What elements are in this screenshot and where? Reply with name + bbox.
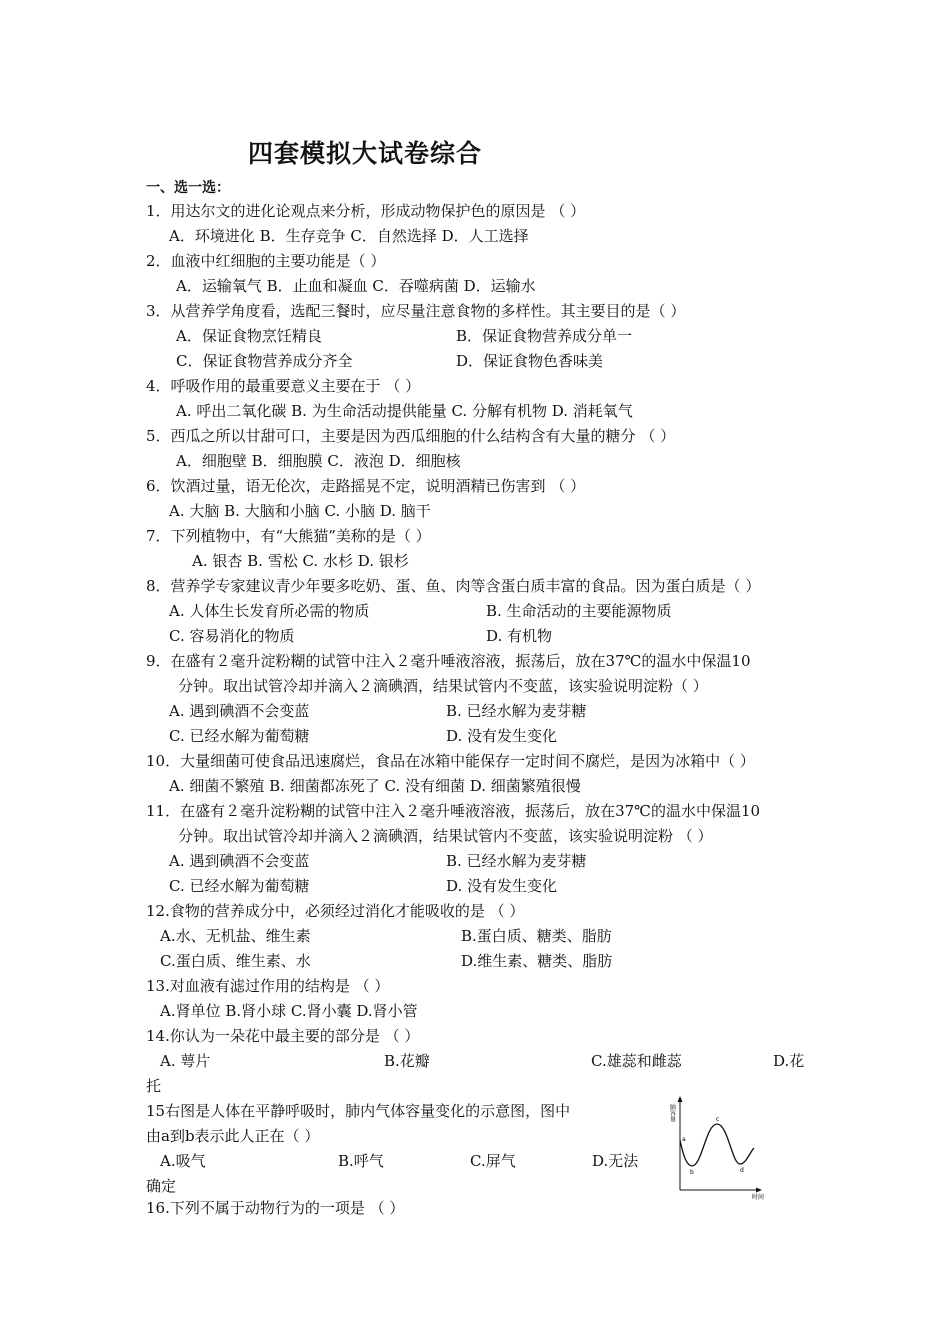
point-a-label: a <box>682 1136 686 1143</box>
question-line: A. 萼片 <box>160 1052 211 1070</box>
question-line: C.蛋白质、维生素、水 <box>160 952 311 970</box>
volume-curve <box>680 1124 754 1166</box>
question-line: 8．营养学专家建议青少年要多吃奶、蛋、鱼、肉等含蛋白质丰富的食品。因为蛋白质是（ ） <box>146 577 761 595</box>
question-line: 分钟。取出试管冷却并滴入２滴碘酒，结果试管内不变蓝，该实验说明淀粉（ ） <box>178 677 708 695</box>
question-line: 10．大量细菌可使食品迅速腐烂，食品在冰箱中能保存一定时间不腐烂，是因为冰箱中（ ） <box>146 752 755 770</box>
question-line: B．保证食物营养成分单一 <box>456 327 633 345</box>
question-line: 9．在盛有２毫升淀粉糊的试管中注入２毫升唾液溶液，振荡后，放在37℃的温水中保温10 <box>146 652 751 670</box>
question-line: 12.食物的营养成分中，必须经过消化才能吸收的是 （ ） <box>146 902 525 920</box>
question-line: A. 银杏 B. 雪松 C. 水杉 D. 银杉 <box>192 552 409 570</box>
question-line: D. 没有发生变化 <box>446 727 558 745</box>
question-line: 7．下列植物中，有“大熊猫”美称的是（ ） <box>146 527 431 545</box>
question-line: A.水、无机盐、维生素 <box>160 927 311 945</box>
question-line: A. 大脑 B. 大脑和小脑 C. 小脑 D. 脑干 <box>169 502 431 520</box>
question-line: B. 生命活动的主要能源物质 <box>486 602 672 620</box>
question-line: 2．血液中红细胞的主要功能是（ ） <box>146 252 386 270</box>
question-line: 分钟。取出试管冷却并滴入２滴碘酒，结果试管内不变蓝，该实验说明淀粉 （ ） <box>178 827 713 845</box>
question-line: A. 细菌不繁殖 B. 细菌都冻死了 C. 没有细菌 D. 细菌繁殖很慢 <box>169 777 581 795</box>
question-line: C. 已经水解为葡萄糖 <box>169 727 310 745</box>
point-c-label: c <box>716 1116 720 1123</box>
question-line: D.花 <box>773 1052 805 1070</box>
question-line: A.吸气 <box>160 1152 206 1170</box>
question-line: A. 遇到碘酒不会变蓝 <box>169 702 310 720</box>
question-line: A. 遇到碘酒不会变蓝 <box>169 852 310 870</box>
question-line: 5．西瓜之所以甘甜可口，主要是因为西瓜细胞的什么结构含有大量的糖分 （ ） <box>146 427 676 445</box>
question-line: 1．用达尔文的进化论观点来分析，形成动物保护色的原因是 （ ） <box>146 202 586 220</box>
question-line: 3．从营养学角度看，选配三餐时，应尽量注意食物的多样性。其主要目的是（ ） <box>146 302 686 320</box>
question-line: A. 人体生长发育所必需的物质 <box>169 602 370 620</box>
question-line: C.雄蕊和雌蕊 <box>591 1052 682 1070</box>
question-line: B.花瓣 <box>384 1052 430 1070</box>
question-line: 4．呼吸作用的最重要意义主要在于 （ ） <box>146 377 421 395</box>
question-line: A．运输氧气 B．止血和凝血 C．吞噬病菌 D．运输水 <box>176 277 536 295</box>
x-axis-arrow <box>756 1188 762 1193</box>
question-line: D．保证食物色香味美 <box>456 352 604 370</box>
section-heading: 一、选一选： <box>146 180 230 196</box>
point-b-label: b <box>690 1169 694 1176</box>
question-line: A．细胞壁 B．细胞膜 C．液泡 D．细胞核 <box>176 452 461 470</box>
question-line: B. 已经水解为麦芽糖 <box>446 852 587 870</box>
page-title: 四套模拟大试卷综合 <box>248 139 483 168</box>
x-axis-label: 时间 <box>752 1194 765 1201</box>
question-line: 由a到b表示此人正在（ ） <box>146 1127 320 1145</box>
y-axis-label: 肺容量 <box>668 1104 676 1122</box>
question-line: 6．饮酒过量，语无伦次，走路摇晃不定，说明酒精已伤害到 （ ） <box>146 477 586 495</box>
question-line: 14.你认为一朵花中最主要的部分是 （ ） <box>146 1027 420 1045</box>
question-line: 确定 <box>146 1177 177 1195</box>
question-line: A.肾单位 B.肾小球 C.肾小囊 D.肾小管 <box>160 1002 418 1020</box>
y-axis-arrow <box>678 1096 683 1102</box>
question-line: B.呼气 <box>338 1152 384 1170</box>
question-line: C．保证食物营养成分齐全 <box>176 352 353 370</box>
question-line: C. 已经水解为葡萄糖 <box>169 877 310 895</box>
question-line: D.维生素、糖类、脂肪 <box>461 952 613 970</box>
question-line: 13.对血液有滤过作用的结构是 （ ） <box>146 977 390 995</box>
question-line: 15右图是人体在平静呼吸时，肺内气体容量变化的示意图，图中 <box>146 1102 571 1120</box>
question-line: B. 已经水解为麦芽糖 <box>446 702 587 720</box>
question-line: D. 有机物 <box>486 627 553 645</box>
lung-volume-graph <box>668 1094 765 1204</box>
question-line: 16.下列不属于动物行为的一项是 （ ） <box>146 1199 405 1217</box>
question-line: D.无法 <box>592 1152 639 1170</box>
question-line: A. 呼出二氧化碳 B. 为生命活动提供能量 C. 分解有机物 D. 消耗氧气 <box>176 402 633 420</box>
question-line: A．保证食物烹饪精良 <box>176 327 322 345</box>
question-line: C. 容易消化的物质 <box>169 627 295 645</box>
question-line: C.屏气 <box>470 1152 516 1170</box>
question-line: A．环境进化 B．生存竞争 C．自然选择 D．人工选择 <box>169 227 529 245</box>
question-line: B.蛋白质、糖类、脂肪 <box>461 927 612 945</box>
point-d-label: d <box>740 1167 744 1174</box>
question-line: 托 <box>146 1077 162 1095</box>
question-line: D. 没有发生变化 <box>446 877 558 895</box>
question-line: 11．在盛有２毫升淀粉糊的试管中注入２毫升唾液溶液，振荡后，放在37℃的温水中保温10 <box>146 802 761 820</box>
